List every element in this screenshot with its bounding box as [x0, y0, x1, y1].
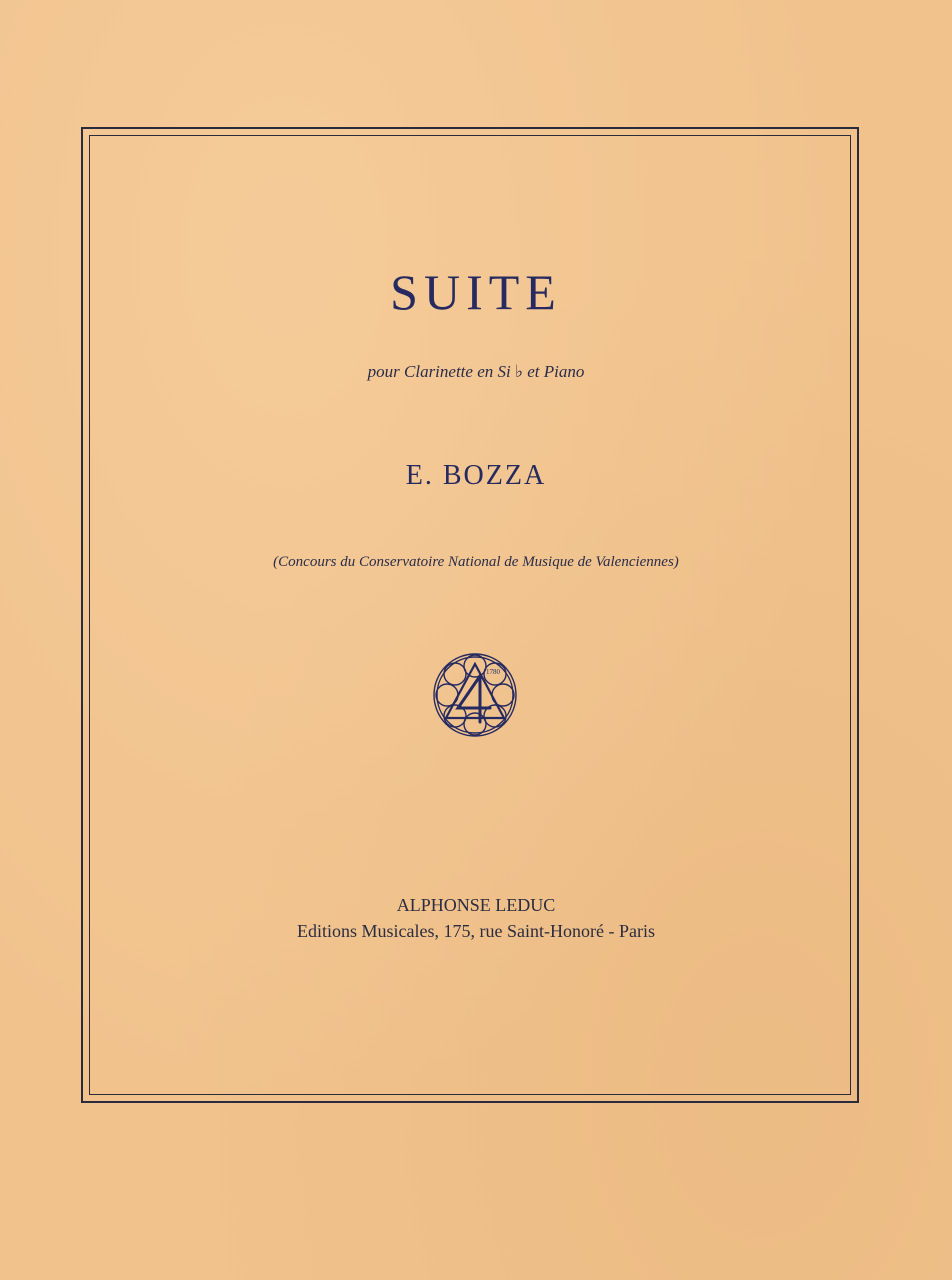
- competition-note: (Concours du Conservatoire National de Musique de Valenciennes): [273, 554, 679, 570]
- publisher-address: Editions Musicales, 175, rue Saint-Honoré - Paris: [297, 921, 655, 941]
- cover-title: SUITE: [390, 264, 562, 320]
- composer-name: E. BOZZA: [405, 460, 547, 491]
- cover-subtitle: pour Clarinette en Si ♭ et Piano: [367, 362, 585, 381]
- publisher-emblem-icon: [430, 650, 520, 740]
- publisher-name: ALPHONSE LEDUC: [396, 895, 556, 915]
- emblem-year: 1780: [486, 668, 500, 676]
